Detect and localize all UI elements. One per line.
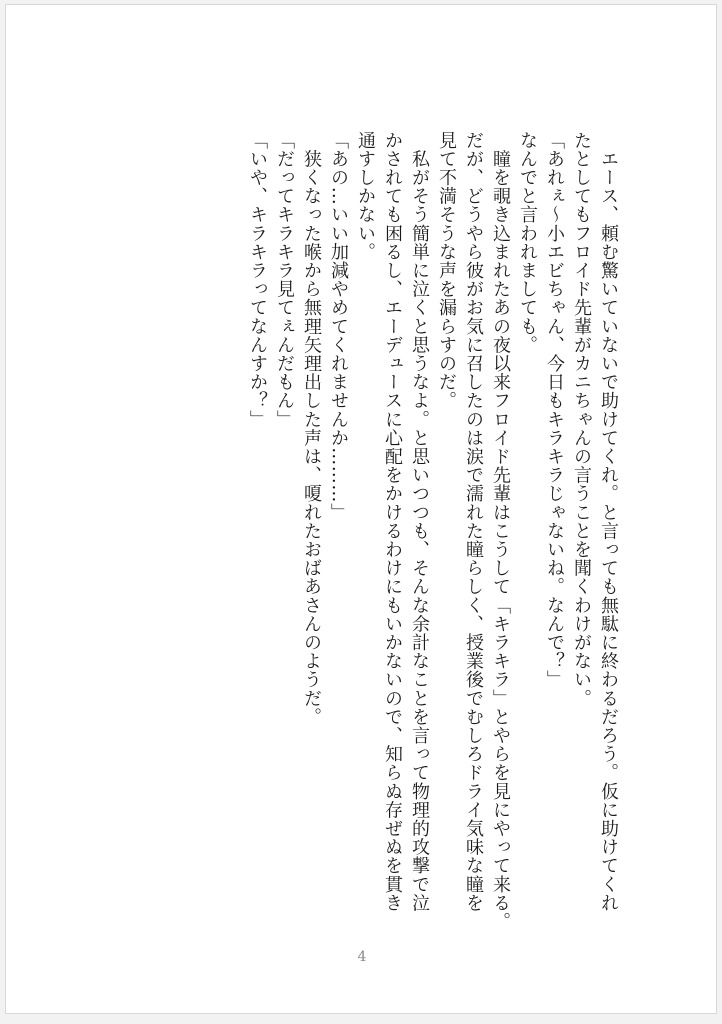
text-line: 「いや、キラキラってなんすか？」 <box>247 131 268 429</box>
text-line: かされても困るし、エーデュースに心配をかけるわけにもいかないので、知らぬ存ぜぬを貫き <box>382 131 403 913</box>
text-line: 「あの…いい加減やめてくれませんか………」 <box>328 131 349 522</box>
text-line: 「だってキラキラ見てぇんだもん」 <box>274 131 295 429</box>
text-line: たとしてもフロイド先輩がカニちゃんの言うことを聞くわけがない。 <box>571 131 592 708</box>
text-line: 「あれぇ〜小エビちゃん、今日もキラキラじゃないね。なんで？」 <box>544 131 565 689</box>
text-line: 通すしかない。 <box>355 131 376 262</box>
vertical-text-body <box>244 131 622 931</box>
text-line: 狭くなった喉から無理矢理出した声は、嗄れたおばあさんのようだ。 <box>301 131 322 727</box>
page-number: 4 <box>357 949 367 965</box>
text-line: 瞳を覗き込まれたあの夜以来フロイド先輩はこうして「キラキラ」とやらを見にやって来る。 <box>490 131 511 931</box>
text-line: なんでと言われましても。 <box>517 131 538 355</box>
text-line: 私がそう簡単に泣くと思うなよ。と思いつつも、そんな余計なことを言って物理的攻撃で泣 <box>409 131 430 913</box>
text-line: だが、どうやら彼がお気に召したのは涙で濡れた瞳らしく、授業後でむしろドライ気味な瞳を <box>463 131 484 913</box>
text-line: 見て不満そうな声を漏らすのだ。 <box>436 131 457 410</box>
book-page <box>5 4 717 1014</box>
text-line: エース、頼む驚いていないで助けてくれ。と言っても無駄に終わるだろう。仮に助けてくれ <box>598 131 619 913</box>
